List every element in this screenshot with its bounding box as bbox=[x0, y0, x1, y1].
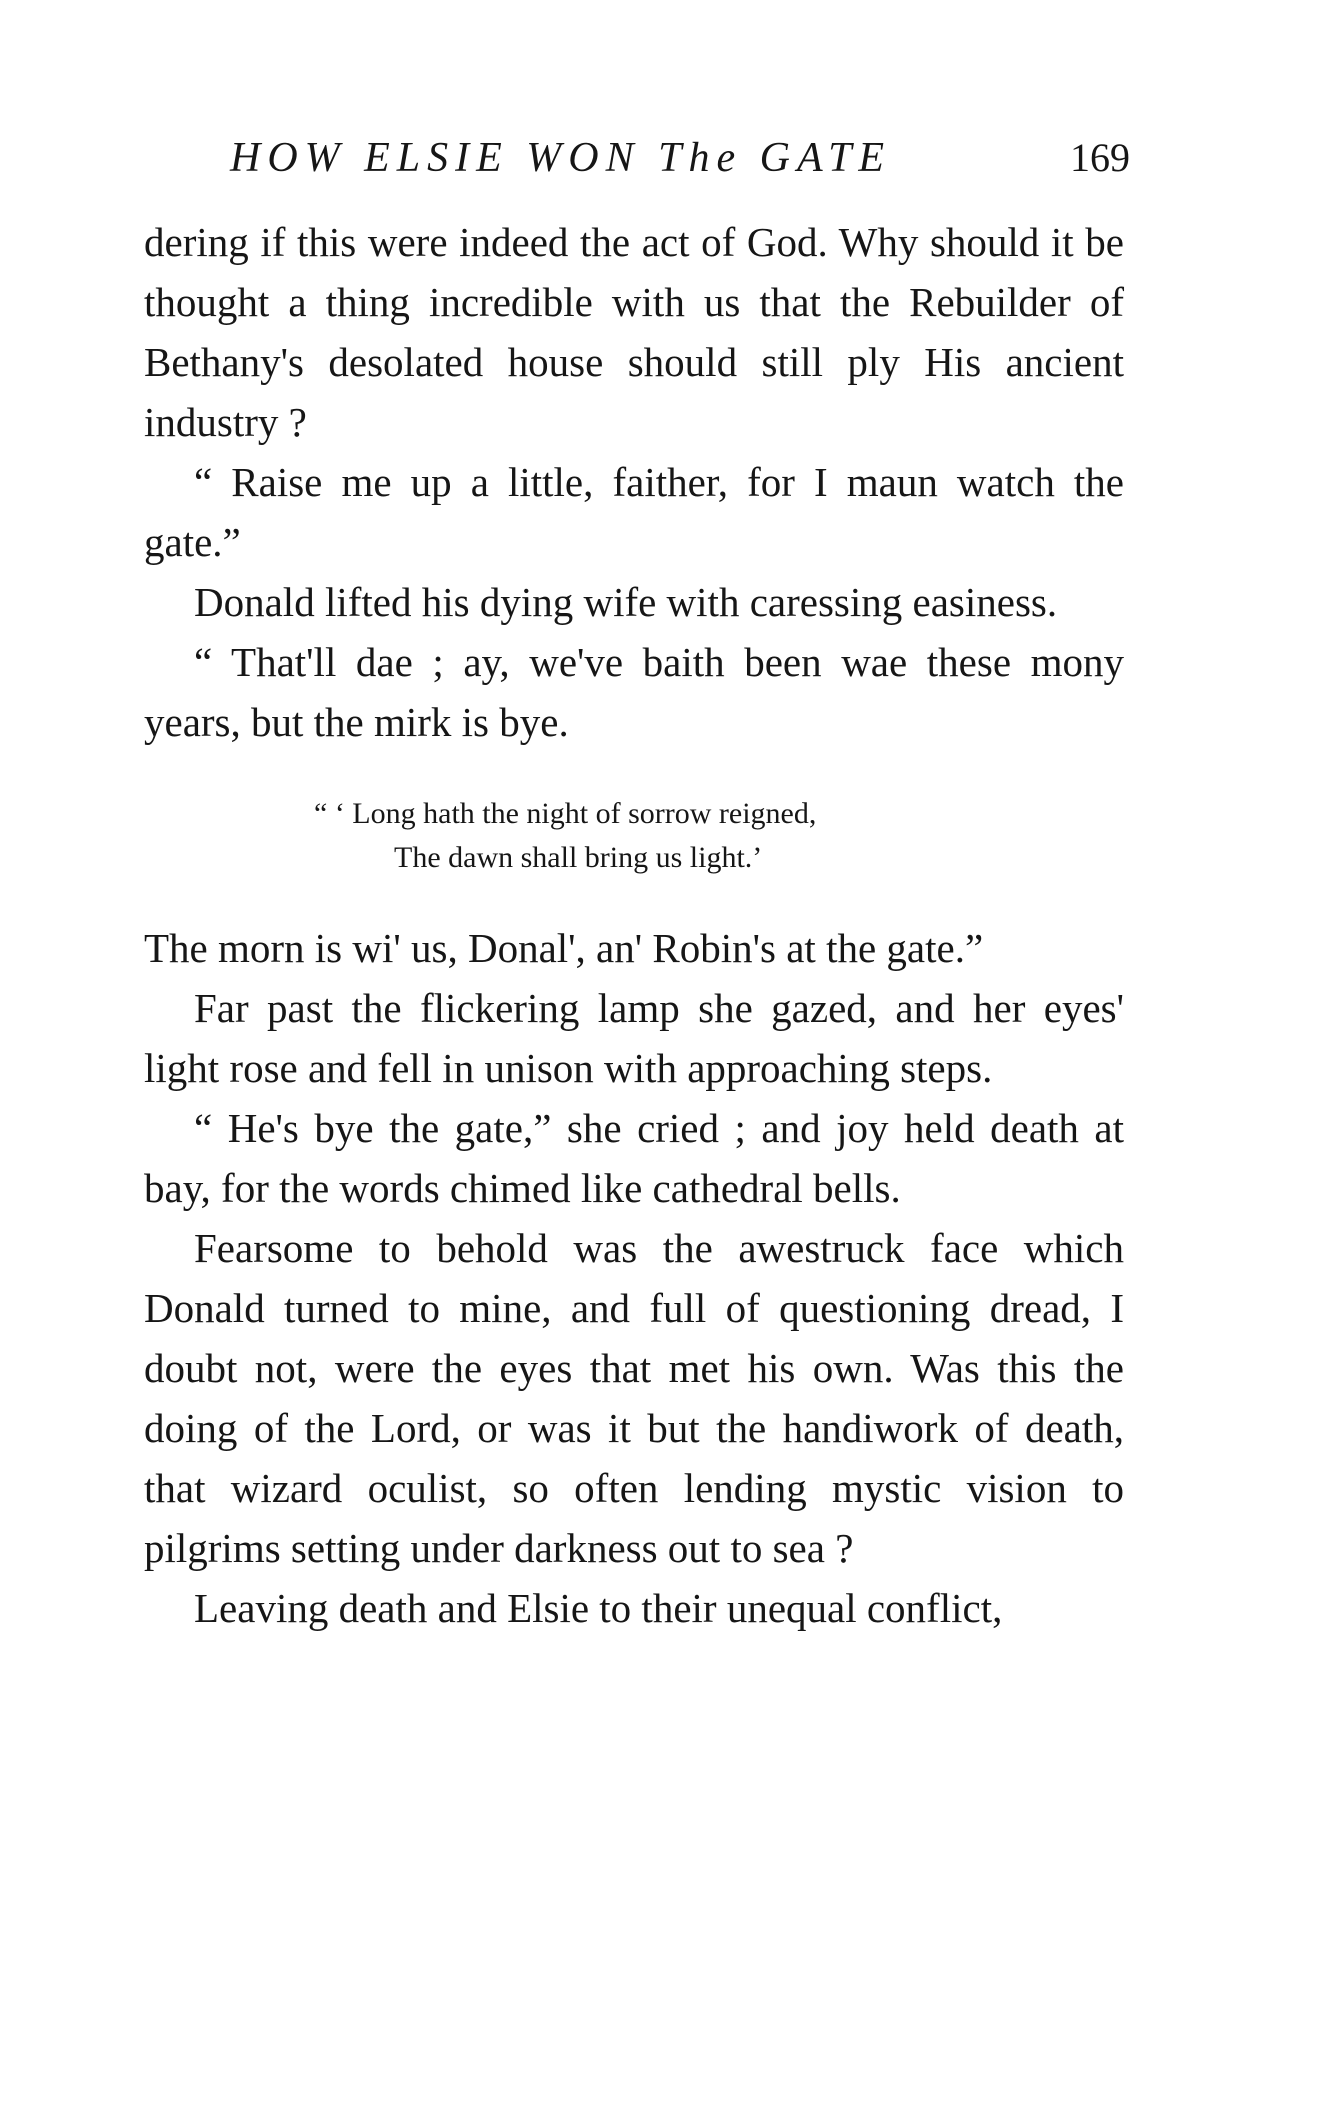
verse-line: The dawn shall bring us light.’ bbox=[394, 841, 763, 874]
paragraph: Far past the flickering lamp she gazed, and her eyes' light rose and fell in unison with approaching steps. bbox=[144, 985, 1124, 1091]
paragraph-continued: The morn is wi' us, Donal', an' Robin's at the gate.” bbox=[144, 925, 984, 971]
verse-quotation bbox=[144, 792, 1124, 880]
paragraph: Leaving death and Elsie to their unequal conflict, bbox=[194, 1585, 1003, 1631]
paragraph: “ Raise me up a little, faither, for I maun watch the gate.” bbox=[144, 459, 1124, 565]
verse-line: “ ‘ Long hath the night of sorrow reigned, bbox=[314, 797, 817, 830]
body-text bbox=[144, 212, 1124, 1638]
paragraph: Donald lifted his dying wife with caressing easiness. bbox=[194, 579, 1058, 625]
paragraph-continued: dering if this were indeed the act of God. Why should it be thought a thing incredible with us that the Rebuilder of Bethany's desolated house should still ply His ancient industry ? bbox=[144, 219, 1124, 445]
paragraph: Fearsome to behold was the awestruck face which Donald turned to mine, and full of questioning dread, I doubt not, were the eyes that met his own. Was this the doing of the Lord, or was it but the handiwork of death, that wizard oculist, so often lending mystic vision to pilgrims setting under darkness out to sea ? bbox=[144, 1225, 1124, 1571]
running-title: HOW ELSIE WON The GATE bbox=[230, 135, 892, 181]
paragraph: “ That'll dae ; ay, we've baith been wae these mony years, but the mirk is bye. bbox=[144, 639, 1124, 745]
paragraph: “ He's bye the gate,” she cried ; and joy held death at bay, for the words chimed like cathedral bells. bbox=[144, 1105, 1124, 1211]
page-number: 169 bbox=[1070, 135, 1130, 180]
page-header bbox=[230, 128, 1130, 188]
